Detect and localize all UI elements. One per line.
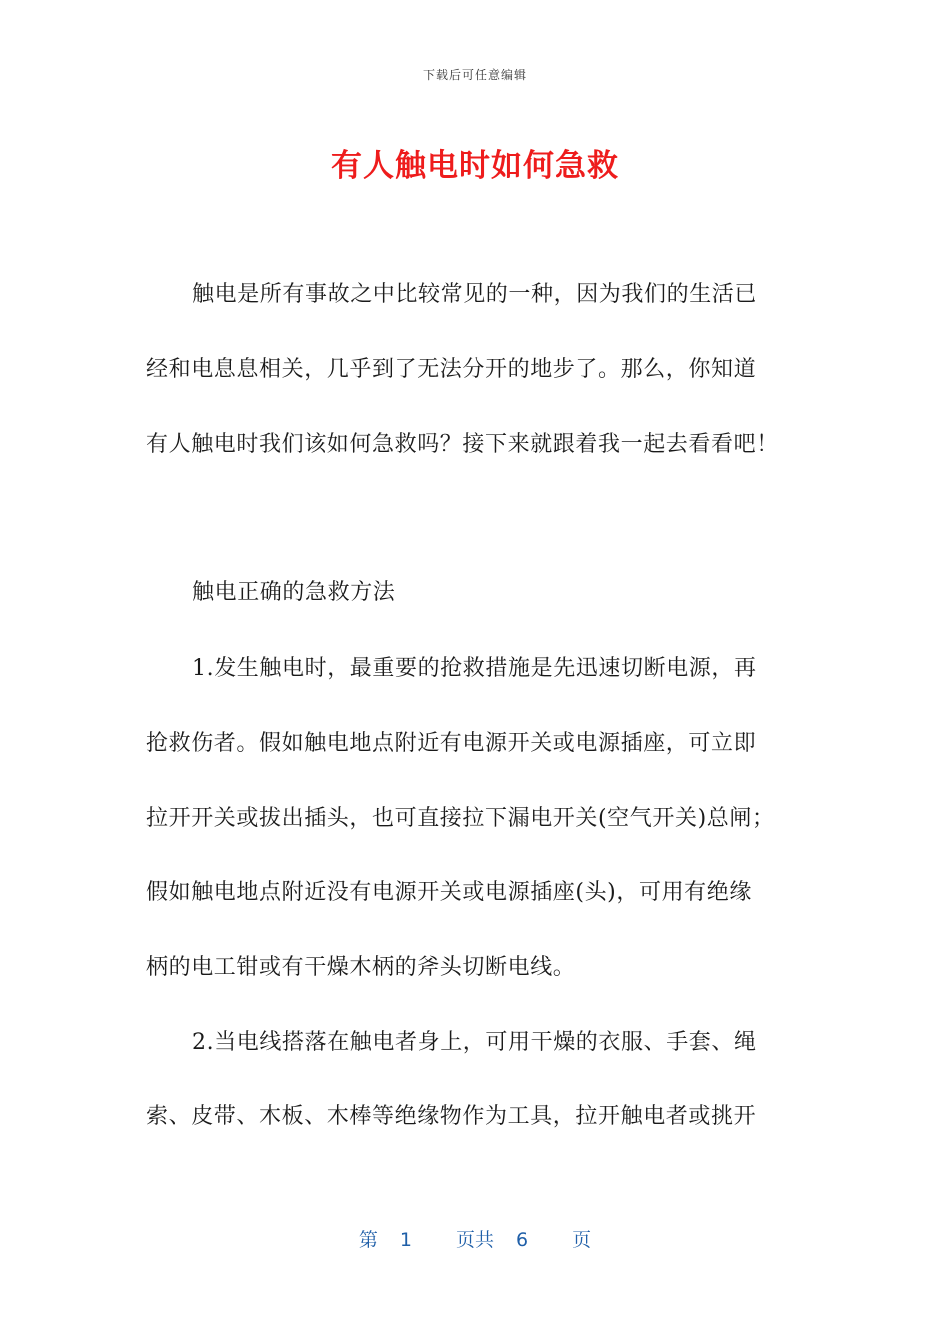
paragraph-line: 1.发生触电时，最重要的抢救措施是先迅速切断电源，再 xyxy=(192,656,757,681)
paragraph-line: 2.当电线搭落在触电者身上，可用干燥的衣服、手套、绳 xyxy=(192,1030,757,1055)
paragraph-line: 经和电息息相关，几乎到了无法分开的地步了。那么，你知道 xyxy=(146,357,757,382)
document-title: 有人触电时如何急救 xyxy=(331,148,619,184)
header-note: 下载后可任意编辑 xyxy=(422,68,527,82)
paragraph-line: 抢救伤者。假如触电地点附近有电源开关或电源插座，可立即 xyxy=(146,731,757,756)
footer-label-total: 页共 xyxy=(455,1229,494,1251)
paragraph-line: 触电是所有事故之中比较常见的一种，因为我们的生活已 xyxy=(192,282,758,307)
footer-current-page: 1 xyxy=(399,1229,412,1251)
paragraph-line: 索、皮带、木板、木棒等绝缘物作为工具，拉开触电者或挑开 xyxy=(146,1104,757,1129)
page-footer xyxy=(0,1225,950,1252)
footer-label-end: 页 xyxy=(572,1229,592,1251)
paragraph-line: 拉开开关或拔出插头，也可直接拉下漏电开关(空气开关)总闸； xyxy=(146,806,775,831)
section-heading: 触电正确的急救方法 xyxy=(192,580,396,605)
footer-total-pages: 6 xyxy=(516,1229,529,1251)
paragraph-line: 有人触电时我们该如何急救吗？接下来就跟着我一起去看看吧！ xyxy=(146,432,779,457)
paragraph-line: 柄的电工钳或有干燥木柄的斧头切断电线。 xyxy=(146,955,576,980)
paragraph-line: 假如触电地点附近没有电源开关或电源插座(头)，可用有绝缘 xyxy=(146,880,752,905)
footer-label-page: 第 xyxy=(358,1229,378,1251)
